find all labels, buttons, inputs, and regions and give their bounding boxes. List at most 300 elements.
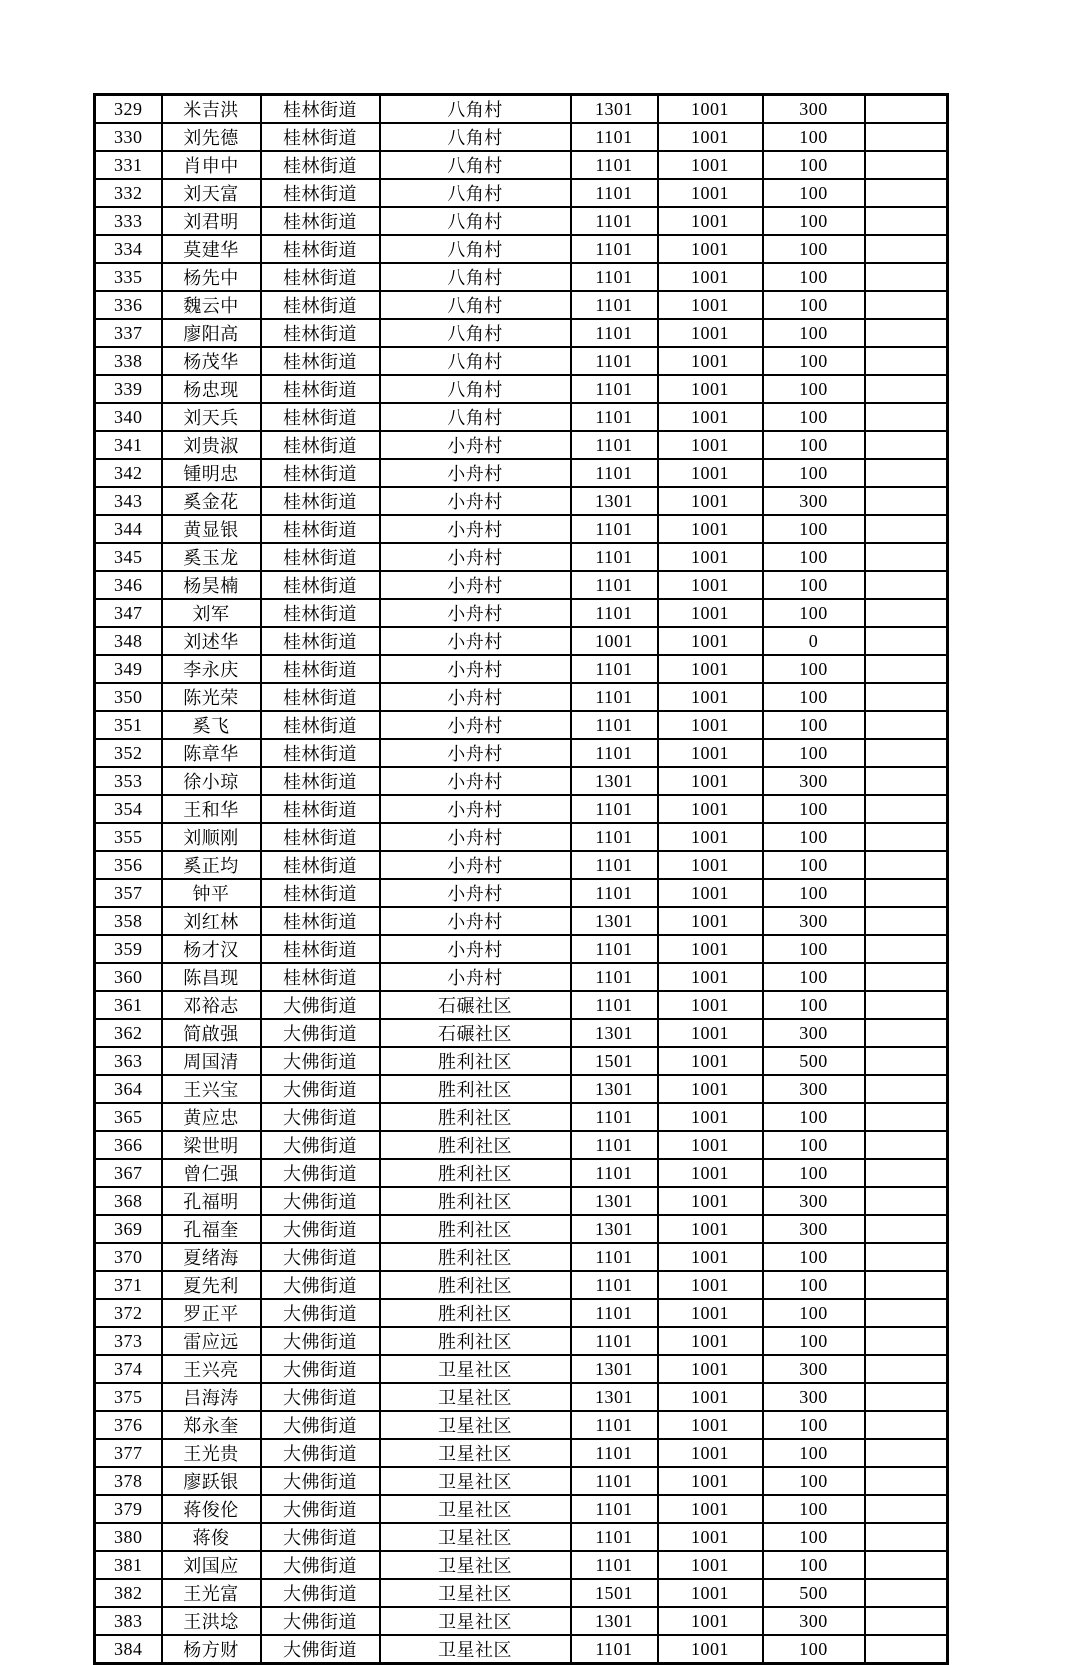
- amount3-cell: 100: [763, 823, 865, 851]
- amount2-cell: 1001: [658, 1159, 763, 1187]
- amount2-cell: 1001: [658, 319, 763, 347]
- empty-cell: [865, 1439, 948, 1467]
- row-number-cell: 363: [95, 1047, 162, 1075]
- amount2-cell: 1001: [658, 1187, 763, 1215]
- name-cell: 罗正平: [162, 1299, 261, 1327]
- street-cell: 桂林街道: [261, 627, 380, 655]
- empty-cell: [865, 571, 948, 599]
- table-row: [95, 711, 948, 739]
- street-cell: 桂林街道: [261, 907, 380, 935]
- amount2-cell: 1001: [658, 851, 763, 879]
- empty-cell: [865, 1467, 948, 1495]
- village-cell: 小舟村: [380, 459, 571, 487]
- row-number-cell: 376: [95, 1411, 162, 1439]
- amount2-cell: 1001: [658, 487, 763, 515]
- row-number-cell: 354: [95, 795, 162, 823]
- amount3-cell: 100: [763, 935, 865, 963]
- empty-cell: [865, 879, 948, 907]
- village-cell: 卫星社区: [380, 1439, 571, 1467]
- amount3-cell: 100: [763, 599, 865, 627]
- table-row: [95, 1047, 948, 1075]
- row-number-cell: 365: [95, 1103, 162, 1131]
- amount1-cell: 1101: [571, 207, 658, 235]
- name-cell: 杨才汉: [162, 935, 261, 963]
- amount3-cell: 100: [763, 347, 865, 375]
- village-cell: 八角村: [380, 403, 571, 431]
- table-row: [95, 1243, 948, 1271]
- street-cell: 桂林街道: [261, 459, 380, 487]
- amount3-cell: 300: [763, 1075, 865, 1103]
- amount2-cell: 1001: [658, 963, 763, 991]
- name-cell: 李永庆: [162, 655, 261, 683]
- amount1-cell: 1101: [571, 291, 658, 319]
- table-row: [95, 1075, 948, 1103]
- empty-cell: [865, 431, 948, 459]
- amount1-cell: 1301: [571, 1355, 658, 1383]
- empty-cell: [865, 375, 948, 403]
- empty-cell: [865, 95, 948, 124]
- amount1-cell: 1301: [571, 1215, 658, 1243]
- name-cell: 蒋俊伦: [162, 1495, 261, 1523]
- table-row: [95, 151, 948, 179]
- amount1-cell: 1101: [571, 571, 658, 599]
- amount1-cell: 1301: [571, 1075, 658, 1103]
- amount3-cell: 300: [763, 1215, 865, 1243]
- amount2-cell: 1001: [658, 655, 763, 683]
- village-cell: 胜利社区: [380, 1187, 571, 1215]
- row-number-cell: 370: [95, 1243, 162, 1271]
- street-cell: 桂林街道: [261, 711, 380, 739]
- amount1-cell: 1501: [571, 1579, 658, 1607]
- name-cell: 王兴宝: [162, 1075, 261, 1103]
- amount1-cell: 1101: [571, 823, 658, 851]
- amount2-cell: 1001: [658, 1383, 763, 1411]
- street-cell: 大佛街道: [261, 1411, 380, 1439]
- row-number-cell: 331: [95, 151, 162, 179]
- table-row: [95, 179, 948, 207]
- table-row: [95, 1019, 948, 1047]
- amount3-cell: 100: [763, 375, 865, 403]
- amount2-cell: 1001: [658, 1355, 763, 1383]
- amount3-cell: 100: [763, 963, 865, 991]
- table-row: [95, 207, 948, 235]
- amount3-cell: 300: [763, 95, 865, 124]
- village-cell: 卫星社区: [380, 1635, 571, 1664]
- village-cell: 八角村: [380, 179, 571, 207]
- amount3-cell: 100: [763, 683, 865, 711]
- row-number-cell: 356: [95, 851, 162, 879]
- name-cell: 刘君明: [162, 207, 261, 235]
- amount3-cell: 300: [763, 1607, 865, 1635]
- village-cell: 胜利社区: [380, 1215, 571, 1243]
- table-row: [95, 543, 948, 571]
- amount3-cell: 300: [763, 1019, 865, 1047]
- table-row: [95, 123, 948, 151]
- amount2-cell: 1001: [658, 711, 763, 739]
- street-cell: 桂林街道: [261, 683, 380, 711]
- street-cell: 大佛街道: [261, 1159, 380, 1187]
- amount2-cell: 1001: [658, 1215, 763, 1243]
- name-cell: 刘军: [162, 599, 261, 627]
- amount1-cell: 1101: [571, 683, 658, 711]
- amount2-cell: 1001: [658, 1579, 763, 1607]
- empty-cell: [865, 1327, 948, 1355]
- row-number-cell: 358: [95, 907, 162, 935]
- amount1-cell: 1101: [571, 543, 658, 571]
- amount1-cell: 1101: [571, 179, 658, 207]
- name-cell: 王光富: [162, 1579, 261, 1607]
- village-cell: 小舟村: [380, 963, 571, 991]
- amount1-cell: 1301: [571, 1383, 658, 1411]
- row-number-cell: 379: [95, 1495, 162, 1523]
- amount3-cell: 500: [763, 1047, 865, 1075]
- row-number-cell: 364: [95, 1075, 162, 1103]
- empty-cell: [865, 207, 948, 235]
- name-cell: 王光贵: [162, 1439, 261, 1467]
- village-cell: 小舟村: [380, 907, 571, 935]
- row-number-cell: 378: [95, 1467, 162, 1495]
- amount3-cell: 100: [763, 1131, 865, 1159]
- amount1-cell: 1101: [571, 1411, 658, 1439]
- name-cell: 钟平: [162, 879, 261, 907]
- table-row: [95, 1579, 948, 1607]
- amount3-cell: 100: [763, 235, 865, 263]
- street-cell: 桂林街道: [261, 795, 380, 823]
- table-row: [95, 1131, 948, 1159]
- row-number-cell: 329: [95, 95, 162, 124]
- amount2-cell: 1001: [658, 1299, 763, 1327]
- street-cell: 桂林街道: [261, 431, 380, 459]
- village-cell: 八角村: [380, 123, 571, 151]
- amount1-cell: 1101: [571, 403, 658, 431]
- amount2-cell: 1001: [658, 767, 763, 795]
- amount2-cell: 1001: [658, 1019, 763, 1047]
- amount3-cell: 300: [763, 487, 865, 515]
- street-cell: 大佛街道: [261, 1299, 380, 1327]
- amount1-cell: 1101: [571, 711, 658, 739]
- amount2-cell: 1001: [658, 823, 763, 851]
- row-number-cell: 366: [95, 1131, 162, 1159]
- amount3-cell: 300: [763, 1355, 865, 1383]
- row-number-cell: 352: [95, 739, 162, 767]
- amount2-cell: 1001: [658, 907, 763, 935]
- village-cell: 石碾社区: [380, 991, 571, 1019]
- empty-cell: [865, 235, 948, 263]
- village-cell: 小舟村: [380, 935, 571, 963]
- empty-cell: [865, 1187, 948, 1215]
- amount3-cell: 100: [763, 431, 865, 459]
- table-row: [95, 1523, 948, 1551]
- empty-cell: [865, 795, 948, 823]
- amount1-cell: 1101: [571, 263, 658, 291]
- street-cell: 桂林街道: [261, 263, 380, 291]
- street-cell: 大佛街道: [261, 1243, 380, 1271]
- empty-cell: [865, 263, 948, 291]
- table-row: [95, 1439, 948, 1467]
- amount1-cell: 1101: [571, 1159, 658, 1187]
- table-row: [95, 739, 948, 767]
- amount1-cell: 1101: [571, 459, 658, 487]
- row-number-cell: 347: [95, 599, 162, 627]
- name-cell: 邓裕志: [162, 991, 261, 1019]
- village-cell: 胜利社区: [380, 1131, 571, 1159]
- street-cell: 桂林街道: [261, 123, 380, 151]
- amount2-cell: 1001: [658, 459, 763, 487]
- name-cell: 陈章华: [162, 739, 261, 767]
- row-number-cell: 369: [95, 1215, 162, 1243]
- amount1-cell: 1301: [571, 95, 658, 124]
- empty-cell: [865, 179, 948, 207]
- amount3-cell: 100: [763, 1495, 865, 1523]
- street-cell: 大佛街道: [261, 1383, 380, 1411]
- village-cell: 小舟村: [380, 515, 571, 543]
- amount3-cell: 100: [763, 1467, 865, 1495]
- village-cell: 小舟村: [380, 823, 571, 851]
- empty-cell: [865, 1215, 948, 1243]
- row-number-cell: 345: [95, 543, 162, 571]
- name-cell: 锺明忠: [162, 459, 261, 487]
- village-cell: 胜利社区: [380, 1271, 571, 1299]
- street-cell: 大佛街道: [261, 1467, 380, 1495]
- empty-cell: [865, 459, 948, 487]
- village-cell: 卫星社区: [380, 1411, 571, 1439]
- street-cell: 大佛街道: [261, 1523, 380, 1551]
- street-cell: 桂林街道: [261, 95, 380, 124]
- street-cell: 桂林街道: [261, 879, 380, 907]
- street-cell: 大佛街道: [261, 1327, 380, 1355]
- row-number-cell: 351: [95, 711, 162, 739]
- amount1-cell: 1101: [571, 795, 658, 823]
- street-cell: 桂林街道: [261, 375, 380, 403]
- amount3-cell: 100: [763, 711, 865, 739]
- table-row: [95, 1327, 948, 1355]
- table-row: [95, 599, 948, 627]
- village-cell: 小舟村: [380, 851, 571, 879]
- village-cell: 八角村: [380, 375, 571, 403]
- street-cell: 大佛街道: [261, 1075, 380, 1103]
- village-cell: 八角村: [380, 263, 571, 291]
- empty-cell: [865, 1579, 948, 1607]
- village-cell: 八角村: [380, 291, 571, 319]
- village-cell: 胜利社区: [380, 1103, 571, 1131]
- amount2-cell: 1001: [658, 515, 763, 543]
- street-cell: 桂林街道: [261, 319, 380, 347]
- street-cell: 大佛街道: [261, 1579, 380, 1607]
- name-cell: 曾仁强: [162, 1159, 261, 1187]
- empty-cell: [865, 1523, 948, 1551]
- street-cell: 大佛街道: [261, 1047, 380, 1075]
- empty-cell: [865, 1019, 948, 1047]
- empty-cell: [865, 1383, 948, 1411]
- name-cell: 刘国应: [162, 1551, 261, 1579]
- empty-cell: [865, 543, 948, 571]
- amount2-cell: 1001: [658, 1495, 763, 1523]
- table-row: [95, 655, 948, 683]
- street-cell: 桂林街道: [261, 487, 380, 515]
- amount3-cell: 100: [763, 319, 865, 347]
- empty-cell: [865, 1047, 948, 1075]
- empty-cell: [865, 739, 948, 767]
- amount3-cell: 100: [763, 207, 865, 235]
- street-cell: 桂林街道: [261, 179, 380, 207]
- street-cell: 桂林街道: [261, 823, 380, 851]
- name-cell: 莫建华: [162, 235, 261, 263]
- street-cell: 桂林街道: [261, 207, 380, 235]
- empty-cell: [865, 291, 948, 319]
- street-cell: 桂林街道: [261, 655, 380, 683]
- table-row: [95, 1635, 948, 1664]
- amount3-cell: 300: [763, 907, 865, 935]
- table-row: [95, 795, 948, 823]
- amount1-cell: 1101: [571, 1551, 658, 1579]
- name-cell: 杨茂华: [162, 347, 261, 375]
- amount2-cell: 1001: [658, 1467, 763, 1495]
- name-cell: 杨方财: [162, 1635, 261, 1664]
- street-cell: 桂林街道: [261, 963, 380, 991]
- amount2-cell: 1001: [658, 1075, 763, 1103]
- amount1-cell: 1101: [571, 1467, 658, 1495]
- village-cell: 胜利社区: [380, 1047, 571, 1075]
- empty-cell: [865, 1075, 948, 1103]
- amount3-cell: 100: [763, 515, 865, 543]
- amount3-cell: 100: [763, 263, 865, 291]
- village-cell: 八角村: [380, 207, 571, 235]
- amount2-cell: 1001: [658, 627, 763, 655]
- amount1-cell: 1101: [571, 1103, 658, 1131]
- table-row: [95, 1551, 948, 1579]
- name-cell: 廖阳高: [162, 319, 261, 347]
- table-row: [95, 907, 948, 935]
- empty-cell: [865, 907, 948, 935]
- name-cell: 王和华: [162, 795, 261, 823]
- empty-cell: [865, 655, 948, 683]
- name-cell: 米吉洪: [162, 95, 261, 124]
- row-number-cell: 340: [95, 403, 162, 431]
- street-cell: 桂林街道: [261, 515, 380, 543]
- street-cell: 大佛街道: [261, 1439, 380, 1467]
- village-cell: 八角村: [380, 347, 571, 375]
- amount3-cell: 500: [763, 1579, 865, 1607]
- street-cell: 桂林街道: [261, 151, 380, 179]
- table-row: [95, 1383, 948, 1411]
- name-cell: 王洪埝: [162, 1607, 261, 1635]
- amount3-cell: 100: [763, 459, 865, 487]
- name-cell: 蒋俊: [162, 1523, 261, 1551]
- amount2-cell: 1001: [658, 151, 763, 179]
- amount2-cell: 1001: [658, 991, 763, 1019]
- empty-cell: [865, 1551, 948, 1579]
- street-cell: 桂林街道: [261, 571, 380, 599]
- row-number-cell: 360: [95, 963, 162, 991]
- village-cell: 八角村: [380, 151, 571, 179]
- amount3-cell: 100: [763, 1635, 865, 1664]
- name-cell: 魏云中: [162, 291, 261, 319]
- row-number-cell: 357: [95, 879, 162, 907]
- name-cell: 王兴亮: [162, 1355, 261, 1383]
- amount2-cell: 1001: [658, 1439, 763, 1467]
- row-number-cell: 367: [95, 1159, 162, 1187]
- amount1-cell: 1301: [571, 767, 658, 795]
- amount3-cell: 100: [763, 879, 865, 907]
- table-row: [95, 1411, 948, 1439]
- amount2-cell: 1001: [658, 739, 763, 767]
- name-cell: 奚正均: [162, 851, 261, 879]
- amount1-cell: 1101: [571, 515, 658, 543]
- name-cell: 刘天富: [162, 179, 261, 207]
- amount1-cell: 1301: [571, 1019, 658, 1047]
- name-cell: 刘天兵: [162, 403, 261, 431]
- name-cell: 夏绪海: [162, 1243, 261, 1271]
- village-cell: 卫星社区: [380, 1495, 571, 1523]
- empty-cell: [865, 487, 948, 515]
- row-number-cell: 333: [95, 207, 162, 235]
- street-cell: 大佛街道: [261, 1103, 380, 1131]
- row-number-cell: 335: [95, 263, 162, 291]
- name-cell: 刘贵淑: [162, 431, 261, 459]
- amount1-cell: 1501: [571, 1047, 658, 1075]
- name-cell: 奚玉龙: [162, 543, 261, 571]
- amount2-cell: 1001: [658, 543, 763, 571]
- street-cell: 桂林街道: [261, 739, 380, 767]
- row-number-cell: 342: [95, 459, 162, 487]
- row-number-cell: 359: [95, 935, 162, 963]
- name-cell: 杨昊楠: [162, 571, 261, 599]
- amount2-cell: 1001: [658, 1271, 763, 1299]
- empty-cell: [865, 1103, 948, 1131]
- empty-cell: [865, 515, 948, 543]
- row-number-cell: 353: [95, 767, 162, 795]
- table-row: [95, 515, 948, 543]
- empty-cell: [865, 1299, 948, 1327]
- amount1-cell: 1101: [571, 1635, 658, 1664]
- table-row: [95, 1355, 948, 1383]
- table-row: [95, 571, 948, 599]
- amount3-cell: 100: [763, 123, 865, 151]
- amount1-cell: 1101: [571, 879, 658, 907]
- amount3-cell: 300: [763, 1383, 865, 1411]
- amount1-cell: 1101: [571, 347, 658, 375]
- amount3-cell: 100: [763, 1243, 865, 1271]
- table-row: [95, 459, 948, 487]
- amount2-cell: 1001: [658, 1607, 763, 1635]
- amount1-cell: 1101: [571, 1299, 658, 1327]
- amount1-cell: 1101: [571, 1439, 658, 1467]
- street-cell: 桂林街道: [261, 403, 380, 431]
- amount3-cell: 100: [763, 179, 865, 207]
- name-cell: 雷应远: [162, 1327, 261, 1355]
- village-cell: 胜利社区: [380, 1327, 571, 1355]
- amount3-cell: 100: [763, 571, 865, 599]
- row-number-cell: 336: [95, 291, 162, 319]
- village-cell: 小舟村: [380, 767, 571, 795]
- amount2-cell: 1001: [658, 123, 763, 151]
- amount1-cell: 1101: [571, 1131, 658, 1159]
- row-number-cell: 375: [95, 1383, 162, 1411]
- name-cell: 刘红林: [162, 907, 261, 935]
- roster-table-body: [95, 95, 948, 1664]
- empty-cell: [865, 823, 948, 851]
- amount2-cell: 1001: [658, 1243, 763, 1271]
- table-row: [95, 935, 948, 963]
- amount3-cell: 100: [763, 1327, 865, 1355]
- row-number-cell: 384: [95, 1635, 162, 1664]
- amount3-cell: 100: [763, 795, 865, 823]
- name-cell: 郑永奎: [162, 1411, 261, 1439]
- name-cell: 肖申中: [162, 151, 261, 179]
- street-cell: 桂林街道: [261, 291, 380, 319]
- amount3-cell: 100: [763, 1439, 865, 1467]
- village-cell: 小舟村: [380, 683, 571, 711]
